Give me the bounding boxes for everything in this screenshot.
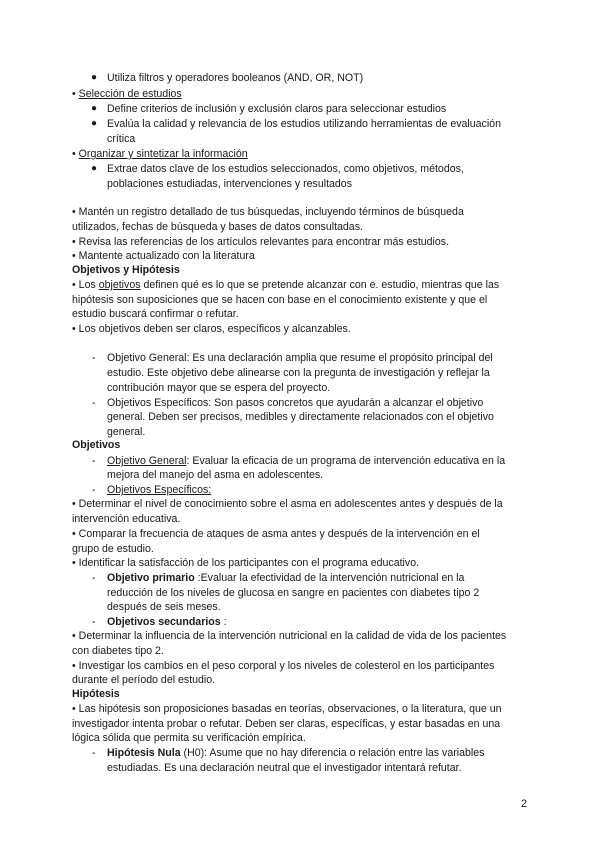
text-line: utilizados, fechas de búsqueda y bases de datos consultadas. xyxy=(72,221,363,233)
dash-marker: - xyxy=(92,572,96,584)
text: Identificar la satisfacción de los participantes con el programa educativo. xyxy=(78,557,420,569)
section-heading: Hipótesis xyxy=(72,688,120,700)
text: Comparar la frecuencia de ataques de asma antes y después de la intervención en el xyxy=(78,528,480,540)
text-line: Objetivo General: Es una declaración amplia que resume el propósito principal del xyxy=(107,352,493,364)
text-line xyxy=(72,249,255,264)
text-line: Define criterios de inclusión y exclusión claros para seleccionar estudios xyxy=(107,103,447,115)
text-line xyxy=(72,205,464,220)
bullet-small: • xyxy=(72,660,76,672)
list-item xyxy=(72,147,248,162)
dash-marker: - xyxy=(92,616,96,628)
bullet-dot: ● xyxy=(91,118,98,129)
text-line: con diabetes tipo 2. xyxy=(72,645,164,657)
text-line: lógica sólida que permita su verificación empírica. xyxy=(72,732,306,744)
text-line xyxy=(72,527,480,542)
text-line xyxy=(72,702,502,717)
text-line: general. xyxy=(107,426,146,438)
underlined-term: objetivos xyxy=(98,279,141,291)
list-item xyxy=(72,87,182,102)
text-line: grupo de estudio. xyxy=(72,543,154,555)
underlined-term: Objetivo General xyxy=(107,455,187,467)
text: Las hipótesis son proposiciones basadas en teorías, observaciones, o la literatura, que un xyxy=(78,703,502,715)
page-number: 2 xyxy=(520,798,527,810)
text-line xyxy=(72,659,494,674)
dash-marker: - xyxy=(92,455,96,467)
text: Investigar los cambios en el peso corporal y los niveles de colesterol en los participantes xyxy=(78,660,495,672)
dash-marker: - xyxy=(92,352,96,364)
text-line: Extrae datos clave de los estudios seleccionados, como objetivos, métodos, xyxy=(107,163,464,175)
text: Determinar el nivel de conocimiento sobre el asma en adolescentes antes y después de la xyxy=(78,498,503,510)
text-line: intervención educativa. xyxy=(72,513,181,525)
text: definen qué es lo que se pretende alcanzar con e. estudio, mientras que las xyxy=(140,279,500,291)
bold-term: Objetivo primario xyxy=(107,572,195,584)
bullet-small: • xyxy=(72,236,76,248)
text-line: investigador intenta probar o refutar. Deben ser claras, específicas, y estar basadas en una xyxy=(72,718,501,730)
text-line: general. Deben ser precisos, medibles y directamente relacionados con el objetivo xyxy=(107,411,494,423)
bullet-dot: ● xyxy=(91,103,98,114)
bullet-small: • xyxy=(72,323,76,335)
text: Los xyxy=(78,279,99,291)
text-line xyxy=(72,629,506,644)
bullet-small: • xyxy=(72,148,76,160)
text-line: hipótesis son suposiciones que se hacen con base en el conocimiento existente y que el xyxy=(72,294,488,306)
text-line: después de seis meses. xyxy=(107,601,221,613)
text-line: mejora del manejo del asma en adolescentes. xyxy=(107,469,324,481)
text-line xyxy=(72,556,419,571)
text-line xyxy=(107,746,484,761)
bullet-small: • xyxy=(72,557,76,569)
dash-marker: - xyxy=(92,397,96,409)
bullet-small: • xyxy=(72,88,76,100)
text-line: estudio. Este objetivo debe alinearse con la pregunta de investigación y reflejar la xyxy=(107,367,490,379)
section-label: Selección de estudios xyxy=(78,88,182,100)
bullet-small: • xyxy=(72,703,76,715)
text-line xyxy=(107,454,505,469)
text-line xyxy=(72,235,449,250)
bullet-dot: ● xyxy=(91,163,98,174)
text-line: contribución mayor que se espera del proyecto. xyxy=(107,382,331,394)
text: Revisa las referencias de los artículos relevantes para encontrar más estudios. xyxy=(78,236,450,248)
text-line: estudio buscará confirmar o refutar. xyxy=(72,308,239,320)
text: Determinar la influencia de la intervención nutricional en la calidad de vida de los pacientes xyxy=(78,630,507,642)
text-line: Evalúa la calidad y relevancia de los estudios utilizando herramientas de evaluación xyxy=(107,118,501,130)
underlined-term: Objetivos Específicos: xyxy=(107,484,212,496)
text: Mantente actualizado con la literatura xyxy=(78,250,255,262)
text-line xyxy=(72,278,499,293)
text: Los objetivos deben ser claros, específicos y alcanzables. xyxy=(78,323,351,335)
bullet-small: • xyxy=(72,250,76,262)
text-line: durante el período del estudio. xyxy=(72,674,216,686)
text: :Evaluar la efectividad de la intervención nutricional en la xyxy=(194,572,465,584)
bullet-dot: ● xyxy=(91,72,98,83)
bold-term: Objetivos secundarios xyxy=(107,616,221,628)
bullet-small: • xyxy=(72,206,76,218)
section-label: Organizar y sintetizar la información xyxy=(78,148,248,160)
bullet-small: • xyxy=(72,498,76,510)
bold-term: Hipótesis Nula xyxy=(107,747,181,759)
text-line: reducción de los niveles de glucosa en sangre en pacientes con diabetes tipo 2 xyxy=(107,587,480,599)
text-line: Utiliza filtros y operadores booleanos (AND, OR, NOT) xyxy=(107,72,364,84)
text: : Evaluar la eficacia de un programa de intervención educativa en la xyxy=(186,455,506,467)
bullet-small: • xyxy=(72,528,76,540)
text: : xyxy=(220,616,227,628)
text-line: estudiadas. Es una declaración neutral que el investigador intentará refutar. xyxy=(107,762,462,774)
text-line xyxy=(107,615,227,630)
text: (H0): Asume que no hay diferencia o relación entre las variables xyxy=(180,747,485,759)
text-line: Objetivos Específicos: Son pasos concretos que ayudarán a alcanzar el objetivo xyxy=(107,397,484,409)
section-heading: Objetivos y Hipótesis xyxy=(72,264,180,276)
text-line: crítica xyxy=(107,133,136,145)
dash-marker: - xyxy=(92,747,96,759)
text: Mantén un registro detallado de tus búsquedas, incluyendo términos de búsqueda xyxy=(78,206,464,218)
section-heading: Objetivos xyxy=(72,439,121,451)
text-line: poblaciones estudiadas, intervenciones y resultados xyxy=(107,178,352,190)
bullet-small: • xyxy=(72,279,76,291)
text-line xyxy=(72,497,503,512)
bullet-small: • xyxy=(72,630,76,642)
text-line xyxy=(72,322,351,337)
text-line xyxy=(107,571,464,586)
dash-marker: - xyxy=(92,484,96,496)
